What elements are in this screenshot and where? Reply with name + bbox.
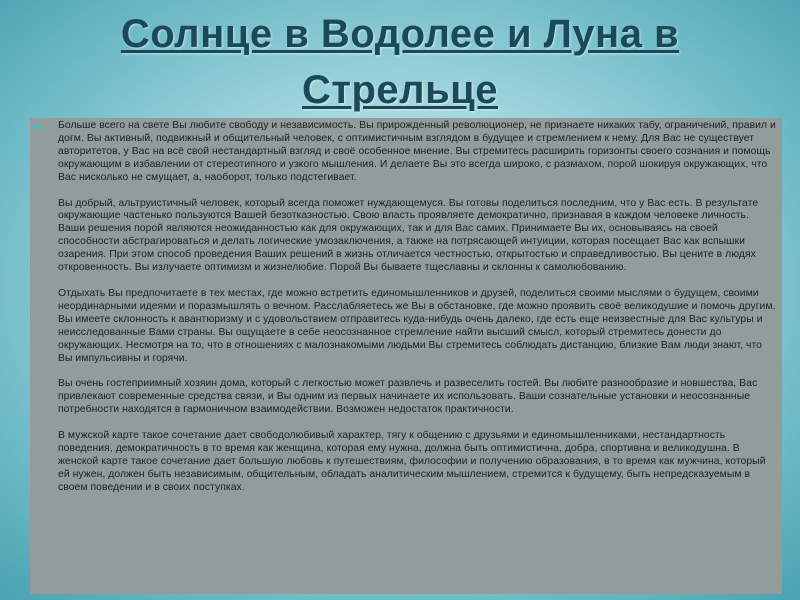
paragraph-1: Больше всего на свете Вы любите свободу и независимость. Вы прирожденный революционер, не признаете никаких табу, ограничений, правил и догм. Вы активный, подвижный и общительный человек, с оптимистичным взглядом в будущее и стремлением к нему. Для Вас не существует авторитетов, у Вас на всё свой нестандартный взгляд и своё особенное мнение. Вы стремитесь расширить горизонты своего сознания и помощь окружающим в избавлении от стереотипного и узкого мышления. И делаете Вы это всегда широко, с размахом, порой шокируя окружающих, что Вас нисколько не смущает, а, наоборот, только подстегивает. (58, 120, 776, 183)
paragraph-3: Отдыхать Вы предпочитаете в тех местах, где можно встретить единомышленников и друзей, поделиться своими мыслями о будущем, своими неординарными идеями и поразмышлять о вечном. Расслабляетесь же Вы в обстановке, где можно проявить своё великодушие и помочь другим. Вы имеете склонность к авантюризму и с удовольствием отправитесь куда-нибудь очень далеко, где есть еще неизвестные для Вас культуры и неисследованные Вами страны. Вы ощущаете в себе неосознанное стремление найти высший смысл, который стремитесь донести до окружающих. Несмотря на то, что в отношениях с малознакомыми людьми Вы стремитесь соблюдать дистанцию, близкие Вам люди знают, что Вы импульсивны и горячи. (58, 287, 776, 364)
paragraph-2: Вы добрый, альтруистичный человек, который всегда поможет нуждающемуся. Вы готовы поделиться последним, что у Вас есть. В результате окружающие частенько пользуются Вашей безотказностью. Свою власть проявляете демократично, признавая в каждом человеке личность. Ваши решения порой являются неожиданностью как для окружающих, так и для Вас самих. Принимаете Вы их, основываясь на своей способности абстрагироваться и делать логические умозаключения, а также на потрясающей интуиции, которая посещает Вас как вспышки озарения. При этом способ проведения Ваших решений в жизнь отличается честностью, открытостью и справедливостью. Вы цените в людях откровенность. Вы излучаете оптимизм и жизнелюбие. Порой Вы бываете тщеславны и склонны к самолюбованию. (58, 197, 759, 274)
paragraph-5: В мужской карте такое сочетание дает свободолюбивый характер, тягу к общению с друзьями и единомышленниками, нестандартность поведения, демократичность в то время как женщина, которая ему нужна, должна быть оптимистична, добра, спортивна и великодушна. В женской карте такое сочетание дает большую любовь к путешествиям, философии и получению образования, в то время как мужчина, который ей нужен, должен быть независимым, общительным, обладать аналитическим мышлением, стремится к будущему, быть непредсказуемым в своем поведении и в своих поступках. (58, 430, 766, 493)
slide-title: Солнце в Водолее и Луна в Стрельце (120, 12, 680, 112)
paragraph-4: Вы очень гостеприимный хозяин дома, который с легкостью может развлечь и развеселить гостей. Вы любите разнообразие и новшества, Вас привлекают современные средства связи, и Вы одним из первых начинаете их использовать. Ваши сознательные установки и неосознанные потребности находятся в гармоничном взаимодействии. Возможен недостаток практичности. (58, 378, 758, 416)
text-content-box (30, 118, 782, 594)
bullet-icon (34, 124, 40, 130)
